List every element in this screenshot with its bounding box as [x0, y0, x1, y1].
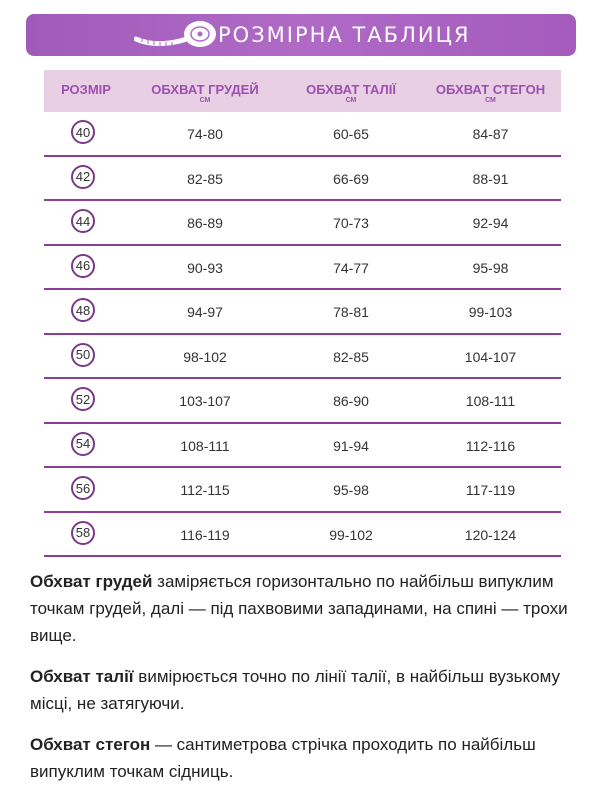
- note-text: вимірюється точно по лінії талії, в найбільш вузькому місці, не затягуючи.: [30, 667, 560, 713]
- waist-cell: 78-81: [333, 304, 369, 320]
- size-chart-banner: [26, 14, 576, 56]
- size-badge: 48: [71, 298, 95, 322]
- header-bust-unit: СМ: [199, 97, 211, 104]
- waist-cell: 99-102: [329, 526, 373, 543]
- size-badge: 58: [71, 521, 95, 545]
- bust-cell: 108-111: [180, 437, 230, 454]
- note-hips: [30, 731, 578, 785]
- bust-cell: 94-97: [187, 304, 223, 320]
- note-term: Обхват стегон: [30, 735, 151, 754]
- waist-cell: 70-73: [333, 215, 369, 231]
- header-bust: [128, 83, 282, 105]
- header-hips: [420, 83, 561, 105]
- size-badge: 46: [71, 254, 95, 278]
- bust-cell: 86-89: [187, 215, 223, 231]
- hips-cell: 99-103: [468, 304, 513, 320]
- table-row: [44, 424, 561, 469]
- page-title: РОЗМІРНА ТАБЛИЦЯ: [218, 23, 471, 47]
- header-bust-label: ОБХВАТ ГРУДЕЙ: [151, 82, 259, 97]
- bust-cell: 116-119: [180, 526, 230, 543]
- hips-cell: 84-87: [472, 126, 509, 142]
- bust-cell: 98-102: [183, 348, 227, 365]
- hips-cell: 95-98: [472, 259, 509, 276]
- header-waist: [282, 83, 420, 105]
- bust-cell: 112-115: [180, 482, 230, 498]
- waist-cell: 86-90: [333, 393, 369, 409]
- table-row: [44, 290, 561, 335]
- measurement-notes: [30, 568, 578, 799]
- waist-cell: 95-98: [333, 482, 369, 498]
- hips-cell: 88-91: [472, 170, 509, 187]
- bust-cell: 74-80: [187, 126, 223, 142]
- hips-cell: 117-119: [465, 482, 516, 498]
- header-hips-label: ОБХВАТ СТЕГОН: [435, 82, 546, 97]
- table-row: [44, 112, 561, 157]
- note-term: Обхват талії: [30, 667, 134, 686]
- bust-cell: 103-107: [179, 393, 231, 409]
- note-waist: [30, 663, 578, 717]
- measuring-tape-icon: [134, 19, 220, 49]
- header-size: [44, 83, 128, 97]
- waist-cell: 66-69: [333, 170, 369, 187]
- size-badge: 42: [71, 165, 95, 189]
- size-badge: 44: [71, 209, 95, 233]
- size-badge: 56: [71, 476, 95, 500]
- note-text: — сантиметрова стрічка проходить по найбільш випуклим точкам сідниць.: [30, 735, 536, 781]
- table-row: [44, 513, 561, 558]
- hips-cell: 112-116: [465, 437, 516, 454]
- header-waist-unit: СМ: [345, 97, 357, 104]
- table-row: [44, 246, 561, 291]
- size-badge: 54: [71, 432, 95, 456]
- waist-cell: 91-94: [333, 437, 369, 454]
- waist-cell: 60-65: [333, 126, 369, 142]
- table-row: [44, 468, 561, 513]
- note-term: Обхват грудей: [30, 572, 153, 591]
- table-row: [44, 201, 561, 246]
- table-header: [44, 70, 561, 112]
- size-badge: 52: [71, 387, 95, 411]
- waist-cell: 82-85: [333, 348, 369, 365]
- size-badge: 40: [71, 120, 95, 144]
- bust-cell: 82-85: [187, 170, 223, 187]
- hips-cell: 108-111: [465, 393, 516, 409]
- table-row: [44, 335, 561, 380]
- hips-cell: 120-124: [464, 526, 517, 543]
- header-hips-unit: СМ: [485, 97, 496, 104]
- table-row: [44, 157, 561, 202]
- hips-cell: 104-107: [464, 348, 517, 365]
- header-waist-label: ОБХВАТ ТАЛІЇ: [306, 82, 396, 97]
- note-text: заміряється горизонтально по найбільш випуклим точкам грудей, далі — під пахвовими западинами, на спині — трохи вище.: [30, 572, 568, 645]
- size-table: [44, 70, 561, 557]
- note-bust: [30, 568, 578, 649]
- hips-cell: 92-94: [472, 215, 509, 231]
- size-badge: 50: [71, 343, 95, 367]
- table-row: [44, 379, 561, 424]
- header-size-label: РОЗМІР: [61, 82, 111, 97]
- bust-cell: 90-93: [187, 259, 223, 276]
- waist-cell: 74-77: [333, 259, 369, 276]
